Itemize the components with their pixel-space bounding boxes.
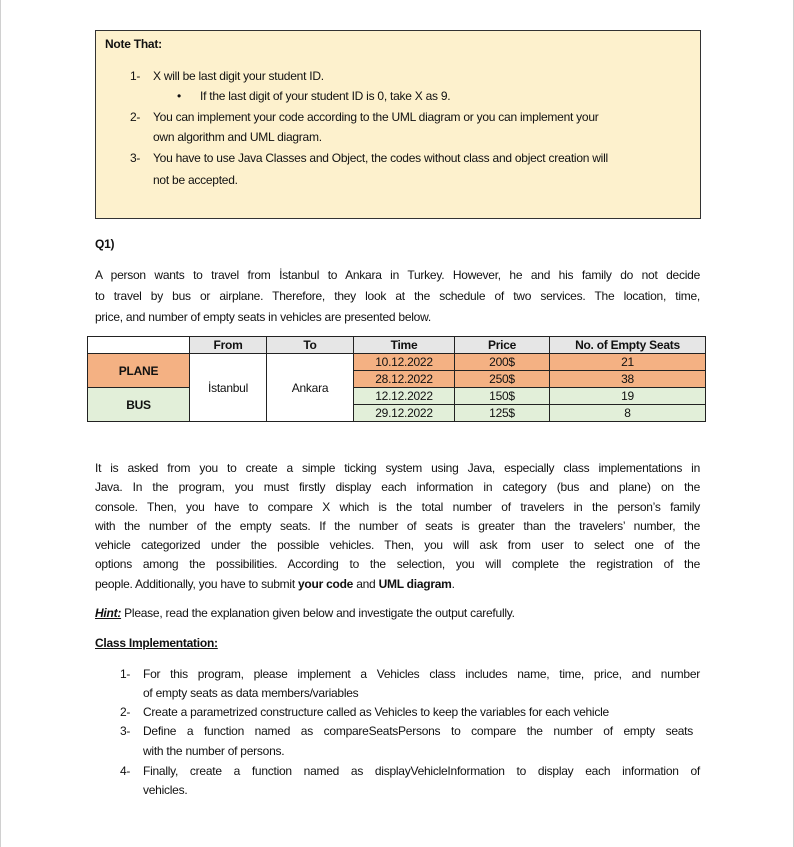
list-item: For this program, please implement a Vehicles class includes name, time, price, and number: [143, 667, 700, 681]
time-cell: 12.12.2022: [354, 388, 455, 405]
paragraph-line: vehicle categorized under the possible vehicles. Then, you will ask from user to select one of the: [95, 538, 700, 552]
seats-cell: 8: [550, 405, 706, 422]
note-item: not be accepted.: [153, 173, 238, 187]
table-header: Price: [455, 337, 550, 354]
paragraph-line: to travel by bus or airplane. Therefore, they look at the schedule of two services. The location, time,: [95, 289, 700, 303]
price-cell: 200$: [455, 354, 550, 371]
note-item: own algorithm and UML diagram.: [153, 130, 322, 144]
list-number: 1-: [120, 667, 131, 681]
table-header: No. of Empty Seats: [550, 337, 706, 354]
seats-cell: 38: [550, 371, 706, 388]
text: people. Additionally, you have to submit: [95, 577, 298, 591]
paragraph-line: options among the possibilities. According to the selection, you will complete the registration of the: [95, 557, 700, 571]
paragraph-line: [95, 576, 455, 592]
question-title: Q1): [95, 237, 115, 251]
category-plane: PLANE: [88, 354, 190, 388]
time-cell: 28.12.2022: [354, 371, 455, 388]
table-row: [88, 354, 706, 371]
seats-cell: 19: [550, 388, 706, 405]
hint-line: [95, 605, 515, 621]
list-item: Define a function named as compareSeatsPersons to compare the number of empty seats: [143, 724, 693, 738]
list-item: Finally, create a function named as displayVehicleInformation to display each information of: [143, 764, 700, 778]
note-item: X will be last digit your student ID.: [153, 69, 324, 83]
list-item: vehicles.: [143, 783, 188, 797]
hint-label: Hint:: [95, 606, 122, 620]
table-row: [88, 388, 706, 405]
schedule-table: [87, 336, 706, 422]
paragraph-line: It is asked from you to create a simple ticking system using Java, especially class implementations in: [95, 461, 700, 475]
price-cell: 125$: [455, 405, 550, 422]
time-cell: 10.12.2022: [354, 354, 455, 371]
list-item: Create a parametrized constructure called as Vehicles to keep the variables for each vehicle: [143, 705, 609, 719]
price-cell: 150$: [455, 388, 550, 405]
hint-text: Please, read the explanation given below and investigate the output carefully.: [121, 606, 515, 620]
paragraph-line: price, and number of empty seats in vehicles are presented below.: [95, 310, 431, 324]
table-header: From: [190, 337, 267, 354]
seats-cell: 21: [550, 354, 706, 371]
note-subitem: If the last digit of your student ID is 0, take X as 9.: [200, 89, 451, 103]
from-cell: İstanbul: [190, 354, 267, 422]
list-item: with the number of persons.: [143, 744, 285, 758]
bullet-icon: •: [177, 89, 181, 103]
list-number: 3-: [120, 724, 131, 738]
list-number: 2-: [120, 705, 131, 719]
page-edge: [0, 0, 1, 847]
note-title: Note That:: [105, 37, 162, 51]
table-header: [88, 337, 190, 354]
text: .: [451, 577, 455, 591]
note-item: You can implement your code according to the UML diagram or you can implement your: [153, 110, 599, 124]
section-title: Class Implementation:: [95, 636, 218, 650]
table-header: Time: [354, 337, 455, 354]
category-bus: BUS: [88, 388, 190, 422]
note-item: You have to use Java Classes and Object, the codes without class and object creation will: [153, 151, 608, 165]
time-cell: 29.12.2022: [354, 405, 455, 422]
table-header: To: [267, 337, 354, 354]
paragraph-line: with the number of the empty seats. If the number of seats is greater than the travelers’ number, the: [95, 519, 700, 533]
to-cell: Ankara: [267, 354, 354, 422]
paragraph-line: Java. In the program, you must firstly display each information in category (bus and plane) on the: [95, 480, 700, 494]
paragraph-line: A person wants to travel from İstanbul to Ankara in Turkey. However, he and his family do not decide: [95, 268, 700, 282]
list-item: of empty seats as data members/variables: [143, 686, 359, 700]
price-cell: 250$: [455, 371, 550, 388]
list-number: 2-: [130, 110, 141, 124]
bold-text: your code: [298, 577, 354, 591]
paragraph-line: console. Then, you have to compare X which is the total number of travelers in the person’s family: [95, 500, 700, 514]
list-number: 4-: [120, 764, 131, 778]
text: and: [353, 577, 379, 591]
list-number: 1-: [130, 69, 141, 83]
list-number: 3-: [130, 151, 141, 165]
bold-text: UML diagram: [378, 577, 452, 591]
